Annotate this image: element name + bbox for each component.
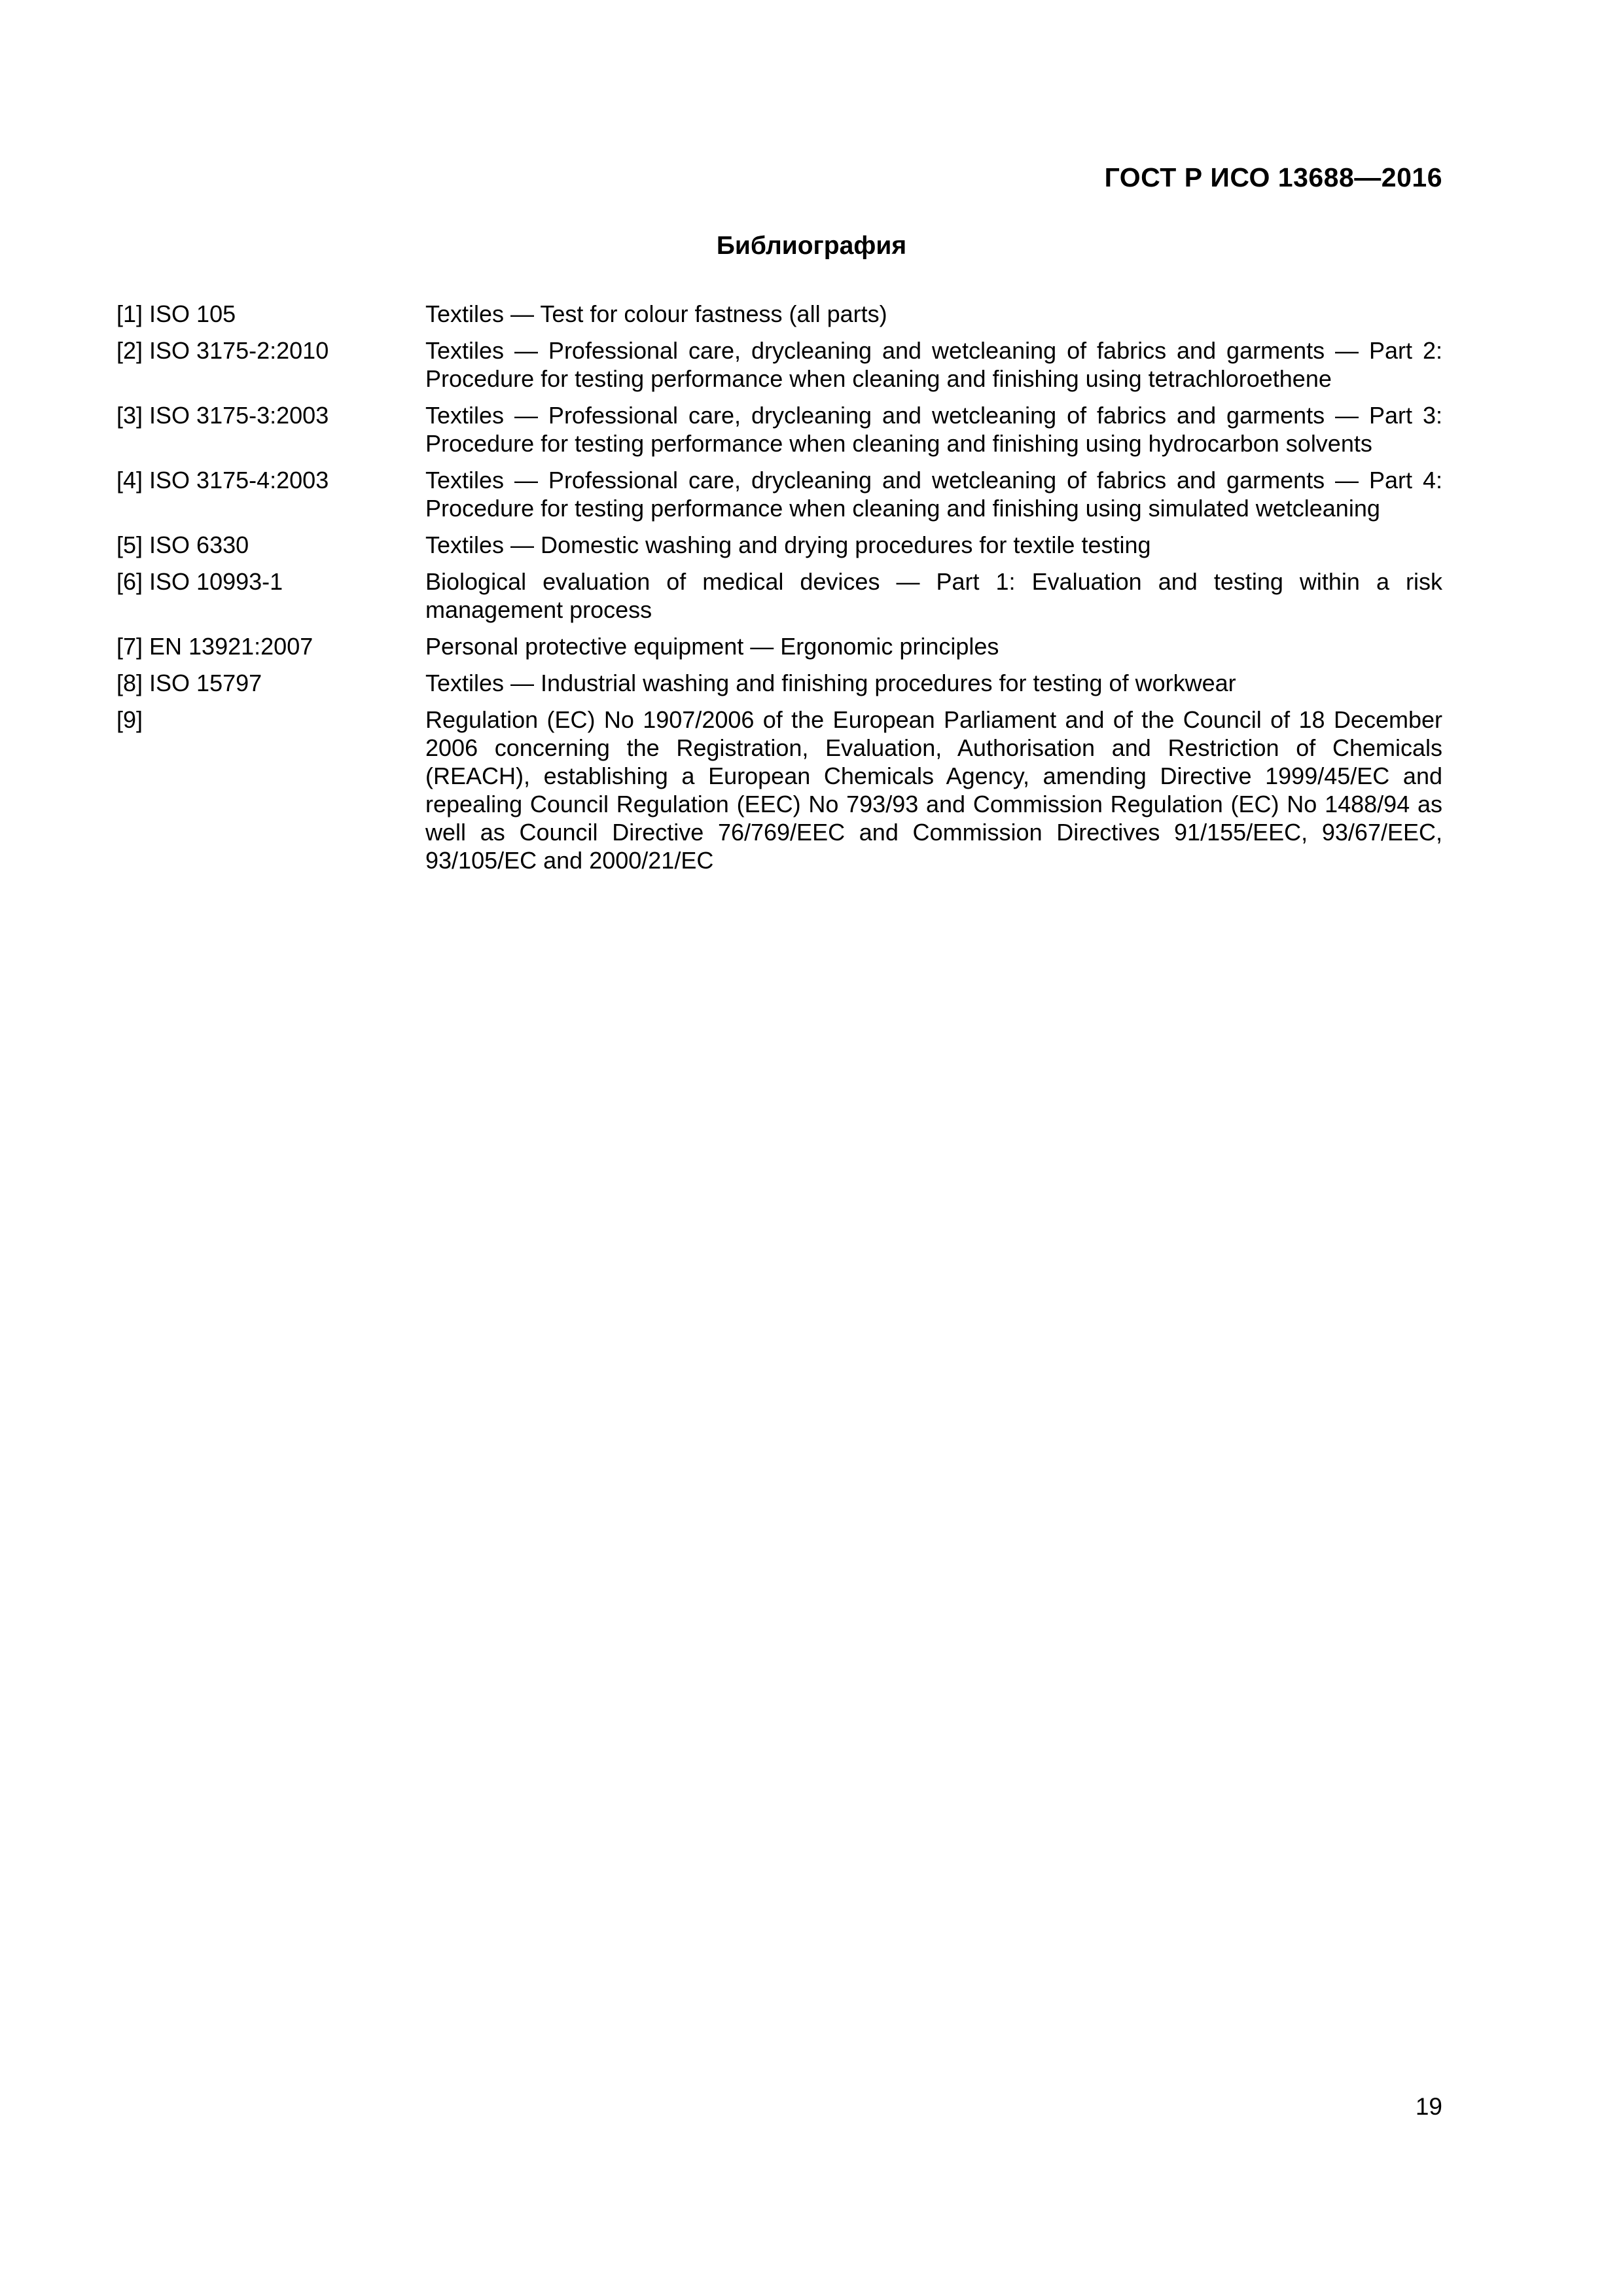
bibliography-ref: [2] ISO 3175-2:2010 (116, 337, 329, 364)
bibliography-entry (116, 401, 1442, 457)
bibliography-entry (116, 300, 1442, 328)
bibliography-text: Textiles — Professional care, drycleaning and wetcleaning of fabrics and garments — Part 2: Procedure for testing performance when cleaning and finishing using tetrachloroethene (425, 337, 1442, 392)
bibliography-ref: [7] EN 13921:2007 (116, 633, 313, 660)
bibliography-entry (116, 669, 1442, 697)
bibliography-ref: [9] (116, 706, 143, 733)
bibliography-text: Biological evaluation of medical devices — Part 1: Evaluation and testing within a risk management process (425, 568, 1442, 623)
bibliography-entry (116, 632, 1442, 660)
standard-header: ГОСТ Р ИСО 13688—2016 (1104, 162, 1442, 192)
bibliography-ref: [5] ISO 6330 (116, 531, 249, 558)
bibliography-text: Textiles — Professional care, drycleaning and wetcleaning of fabrics and garments — Part 4: Procedure for testing performance when cleaning and finishing using simulated wetcleaning (425, 467, 1442, 522)
bibliography-text: Textiles — Professional care, drycleaning and wetcleaning of fabrics and garments — Part 3: Procedure for testing performance when cleaning and finishing using hydrocarbon solvents (425, 402, 1442, 457)
bibliography-text: Textiles — Test for colour fastness (all parts) (425, 300, 887, 327)
bibliography-ref: [3] ISO 3175-3:2003 (116, 402, 329, 429)
bibliography-text: Textiles — Industrial washing and finishing procedures for testing of workwear (425, 670, 1236, 696)
bibliography-text: Personal protective equipment — Ergonomic principles (425, 633, 999, 660)
bibliography-text: Regulation (EC) No 1907/2006 of the European Parliament and of the Council of 18 December 2006 concerning the Registration, Evaluation, Authorisation and Restriction of Chemicals (REACH), establishing a European Chemicals Agency, amending Directive 1999/45/EC and repealing Council Regulation (EEC) No 793/93 and Commission Regulation (EC) No 1488/94 as well as Council Directive 76/769/EEC and Commission Directives 91/155/EEC, 93/67/EEC, 93/105/EC and 2000/21/EC (425, 706, 1442, 874)
page-number: 19 (1415, 2093, 1442, 2120)
bibliography-list (116, 300, 1442, 883)
bibliography-entry (116, 466, 1442, 522)
bibliography-entry (116, 706, 1442, 874)
bibliography-ref: [4] ISO 3175-4:2003 (116, 467, 329, 493)
bibliography-ref: [6] ISO 10993-1 (116, 568, 283, 595)
bibliography-entry (116, 567, 1442, 624)
bibliography-ref: [1] ISO 105 (116, 300, 236, 327)
bibliography-title: Библиография (716, 232, 907, 260)
bibliography-text: Textiles — Domestic washing and drying procedures for textile testing (425, 531, 1151, 558)
bibliography-entry (116, 336, 1442, 393)
bibliography-ref: [8] ISO 15797 (116, 670, 262, 696)
bibliography-entry (116, 531, 1442, 559)
